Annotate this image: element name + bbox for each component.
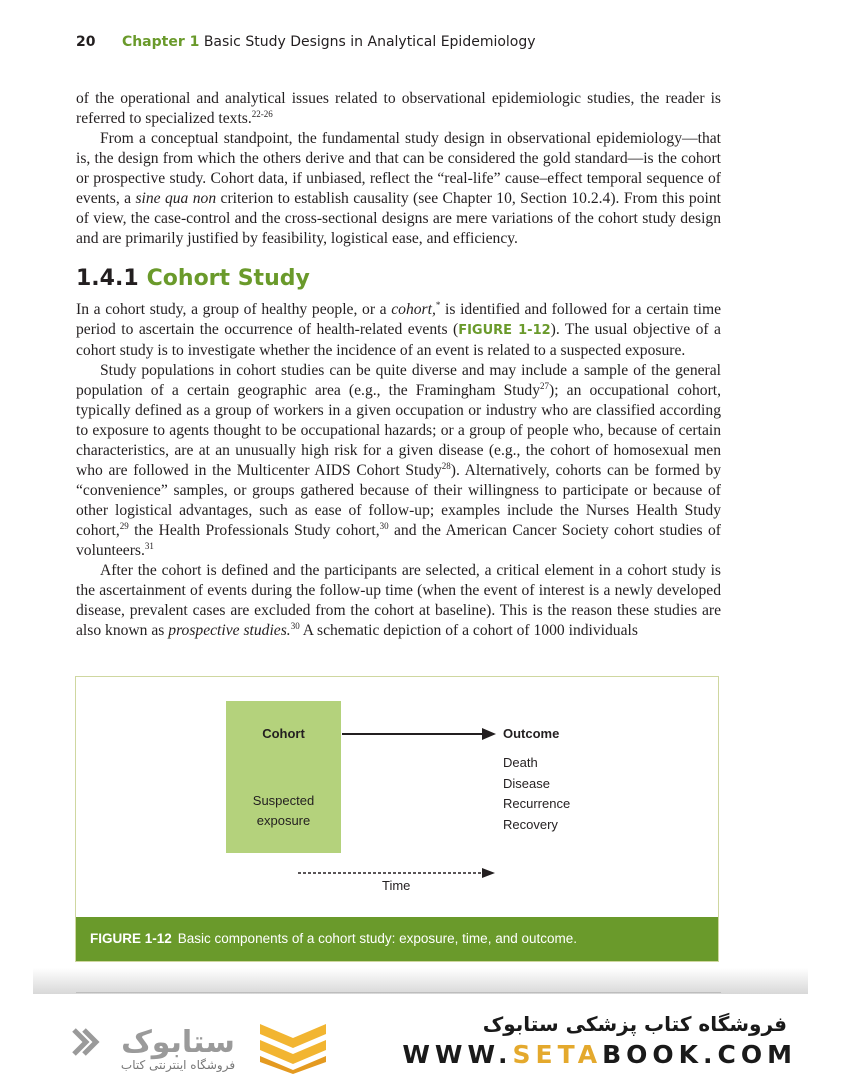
running-header [76,34,536,50]
page-shadow [33,968,808,994]
outcome-item: Disease [503,776,550,791]
time-label: Time [382,878,411,893]
exposure-label-line-2: exposure [256,813,311,828]
body-paragraph-1: In a cohort study, a group of healthy people, or a cohort,* is identified and followed for a certain time period to ascertain the occurrence of health-related events (FIGURE 1-12). The usual objective of a cohort study is to investigate whether the incidence of an event is related to a suspected exposure. [76,299,721,359]
outcome-label: Outcome [503,726,560,741]
outcome-item: Recurrence [503,796,571,811]
figure-reference-link[interactable]: FIGURE 1-12 [458,323,551,338]
footer-divider [76,992,721,993]
exposure-label-line-1: Suspected [252,793,315,808]
logo-chevrons-icon [74,1030,96,1054]
body-paragraph-2: Study populations in cohort studies can be quite diverse and may include a sample of the general population of a certain geographic area (e.g., the Framingham Study$^{27}$); an occupational cohort, typically defined as a group of workers in a given occupation or industry who are classified according to exposure to agents thought to be occupational hazards; or a group of people who, because of certain characteristics, are at an unusually high risk for a given disease (e.g., the cohort of homosexual men who are followed in the Multicenter AIDS Cohort Study$^{28}$). Alternatively, cohorts can be formed by “convenience” samples, or groups gathered because of their willingness to participate or because of other logistical advantages, such as ease of follow-up; examples include the Nurses Health Study cohort,$^{29}$ the Health Professionals Study cohort,$^{30}$ and the American Cancer Society cohort studies of volunteers.$^{31}$ [76,362,721,559]
store-url[interactable]: WWW.SETABOOK.COM [402,1040,797,1069]
outcome-item: Recovery [503,817,558,832]
section-number: 1.4.1 [76,266,139,291]
intro-paragraph-1: of the operational and analytical issues related to observational epidemiologic studies, the reader is referred to specialized texts.$^{22-26}$ [76,90,721,127]
logo-text: ستابوک [121,1025,235,1060]
time-arrowhead [482,868,495,878]
section-title: Cohort Study [146,266,310,291]
body-text [76,300,721,641]
chapter-label: Chapter 1 [121,34,200,50]
section-heading [76,266,310,291]
store-name: فروشگاه کتاب پزشکی ستابوک [482,1012,787,1036]
body-paragraph-3: After the cohort is defined and the participants are selected, a critical element in a cohort study is the ascertainment of events during the follow-up time (when the event of interest is a newly developed disease, prevalent cases are excluded from the cohort at baseline). This is the reason these studies are also known as prospective studies.$^{30}$ A schematic depiction of a cohort of 1000 individuals [76,562,721,639]
figure-caption [76,917,718,961]
cohort-label: Cohort [262,726,305,741]
intro-text [76,89,721,249]
setabook-logo [70,1012,250,1072]
exposure-outcome-arrowhead [482,728,496,740]
chapter-title: Basic Study Designs in Analytical Epidemiology [203,34,536,50]
logo-subtitle: فروشگاه اینترنتی کتاب [120,1058,236,1072]
book-stack-icon [256,1018,330,1074]
outcome-item: Death [503,755,538,770]
intro-paragraph-2: From a conceptual standpoint, the fundamental study design in observational epidemiology—that is, the design from which the others derive and that can be considered the gold standard—is the cohort or prospective study. Cohort data, if unbiased, reflect the “real-life” cause–effect temporal sequence of events, a sine qua non criterion to establish causality (see Chapter 10, Section 10.2.4). From this point of view, the case-control and the cross-sectional designs are mere variations of the cohort study design and are primarily justified by feasibility, logistical ease, and efficiency. [76,130,721,247]
caption-text: Basic components of a cohort study: exposure, time, and outcome. [177,931,577,946]
figure-1-12 [75,676,719,962]
page-number: 20 [76,34,96,50]
citation: 22-26 [251,108,273,119]
caption-number: FIGURE 1-12 [90,931,172,946]
